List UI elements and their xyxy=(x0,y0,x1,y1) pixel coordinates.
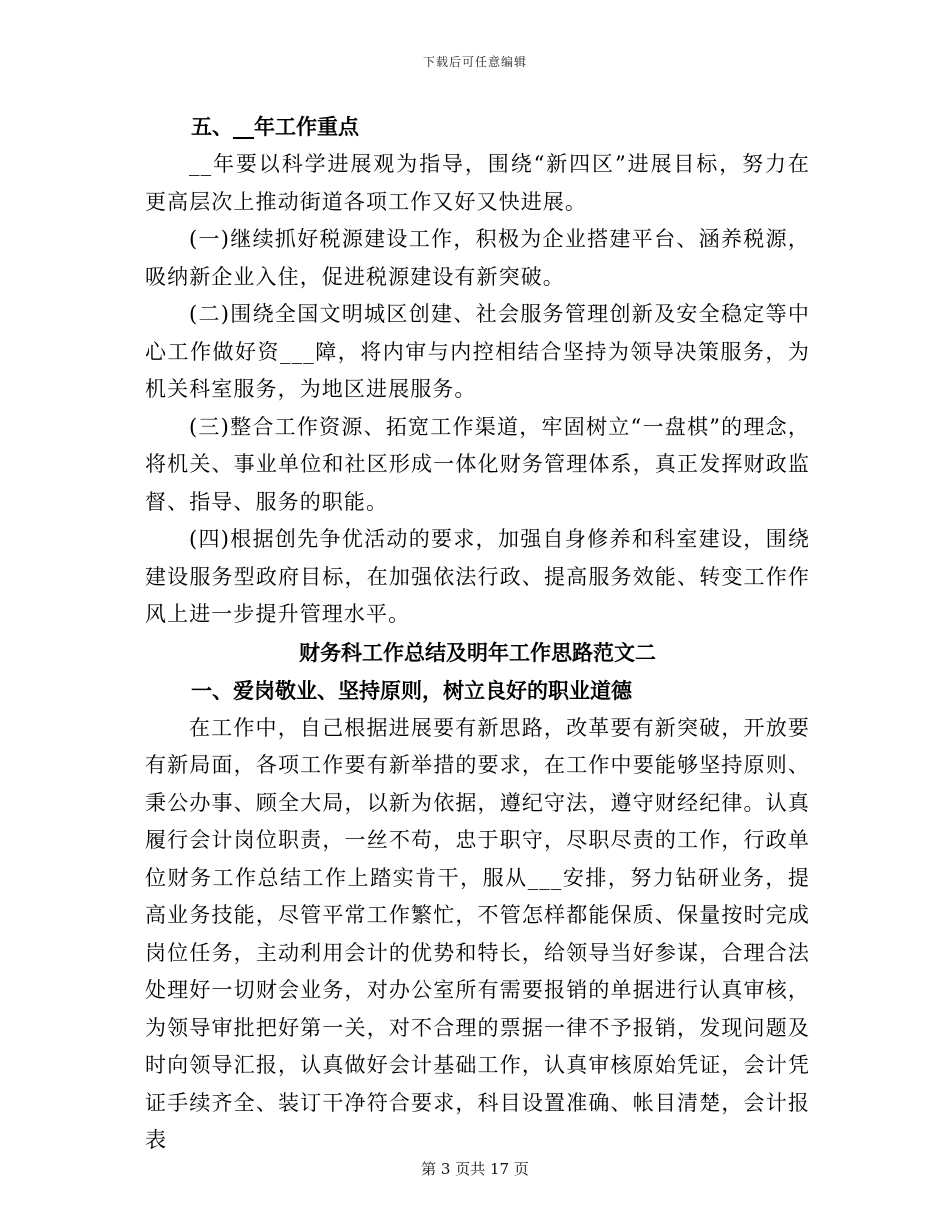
section-heading-5: 五、__年工作重点 xyxy=(191,115,359,139)
list-item-3: (三)整合工作资源、拓宽工作渠道，牢固树立“一盘棋”的理念，将机关、事业单位和社区形成一体化财务管理体系，真正发挥财政监督、指导、服务的职能。 xyxy=(145,414,810,514)
page-number-footer: 第 3 页共 17 页 xyxy=(421,1160,529,1178)
document-body xyxy=(145,108,810,1160)
article-title: 财务科工作总结及明年工作思路范文二 xyxy=(299,640,656,665)
article-heading-1: 一、爱岗敬业、坚持原则，树立良好的职业道德 xyxy=(191,678,632,703)
list-item-2: (二)围绕全国文明城区创建、社会服务管理创新及安全稳定等中心工作做好资___障，将内审与内控相结合坚持为领导决策服务，为机关科室服务，为地区进展服务。 xyxy=(145,302,810,401)
article-paragraph-1: 在工作中，自己根据进展要有新思路，改革要有新突破，开放要有新局面，各项工作要有新举措的要求，在工作中要能够坚持原则、秉公办事、顾全大局，以新为依据，遵纪守法，遵守财经纪律。认真履行会计岗位职责，一丝不苟，忠于职守，尽职尽责的工作，行政单位财务工作总结工作上踏实肯干，服从___安排，努力钻研业务，提高业务技能，尽管平常工作繁忙，不管怎样都能保质、保量按时完成岗位任务，主动利用会计的优势和特长，给领导当好参谋，合理合法处理好一切财会业务，对办公室所有需要报销的单据进行认真审核，为领导审批把好第一关，对不合理的票据一律不予报销，发现问题及时向领导汇报，认真做好会计基础工作，认真审核原始凭证，会计凭证手续齐全、装订干净符合要求，科目设置准确、帐目清楚，会计报表 xyxy=(145,715,810,1152)
section-intro-paragraph: __年要以科学进展观为指导，围绕“新四区”进展目标，努力在更高层次上推动街道各项工作又好又快进展。 xyxy=(145,152,810,214)
page-header: 下载后可任意编辑 xyxy=(422,55,527,69)
list-item-4: (四)根据创先争优活动的要求，加强自身修养和科室建设，围绕建设服务型政府目标，在加强依法行政、提高服务效能、转变工作作风上进一步提升管理水平。 xyxy=(145,527,810,626)
list-item-1: (一)继续抓好税源建设工作，积极为企业搭建平台、涵养税源，吸纳新企业入住，促进税源建设有新突破。 xyxy=(145,227,810,289)
